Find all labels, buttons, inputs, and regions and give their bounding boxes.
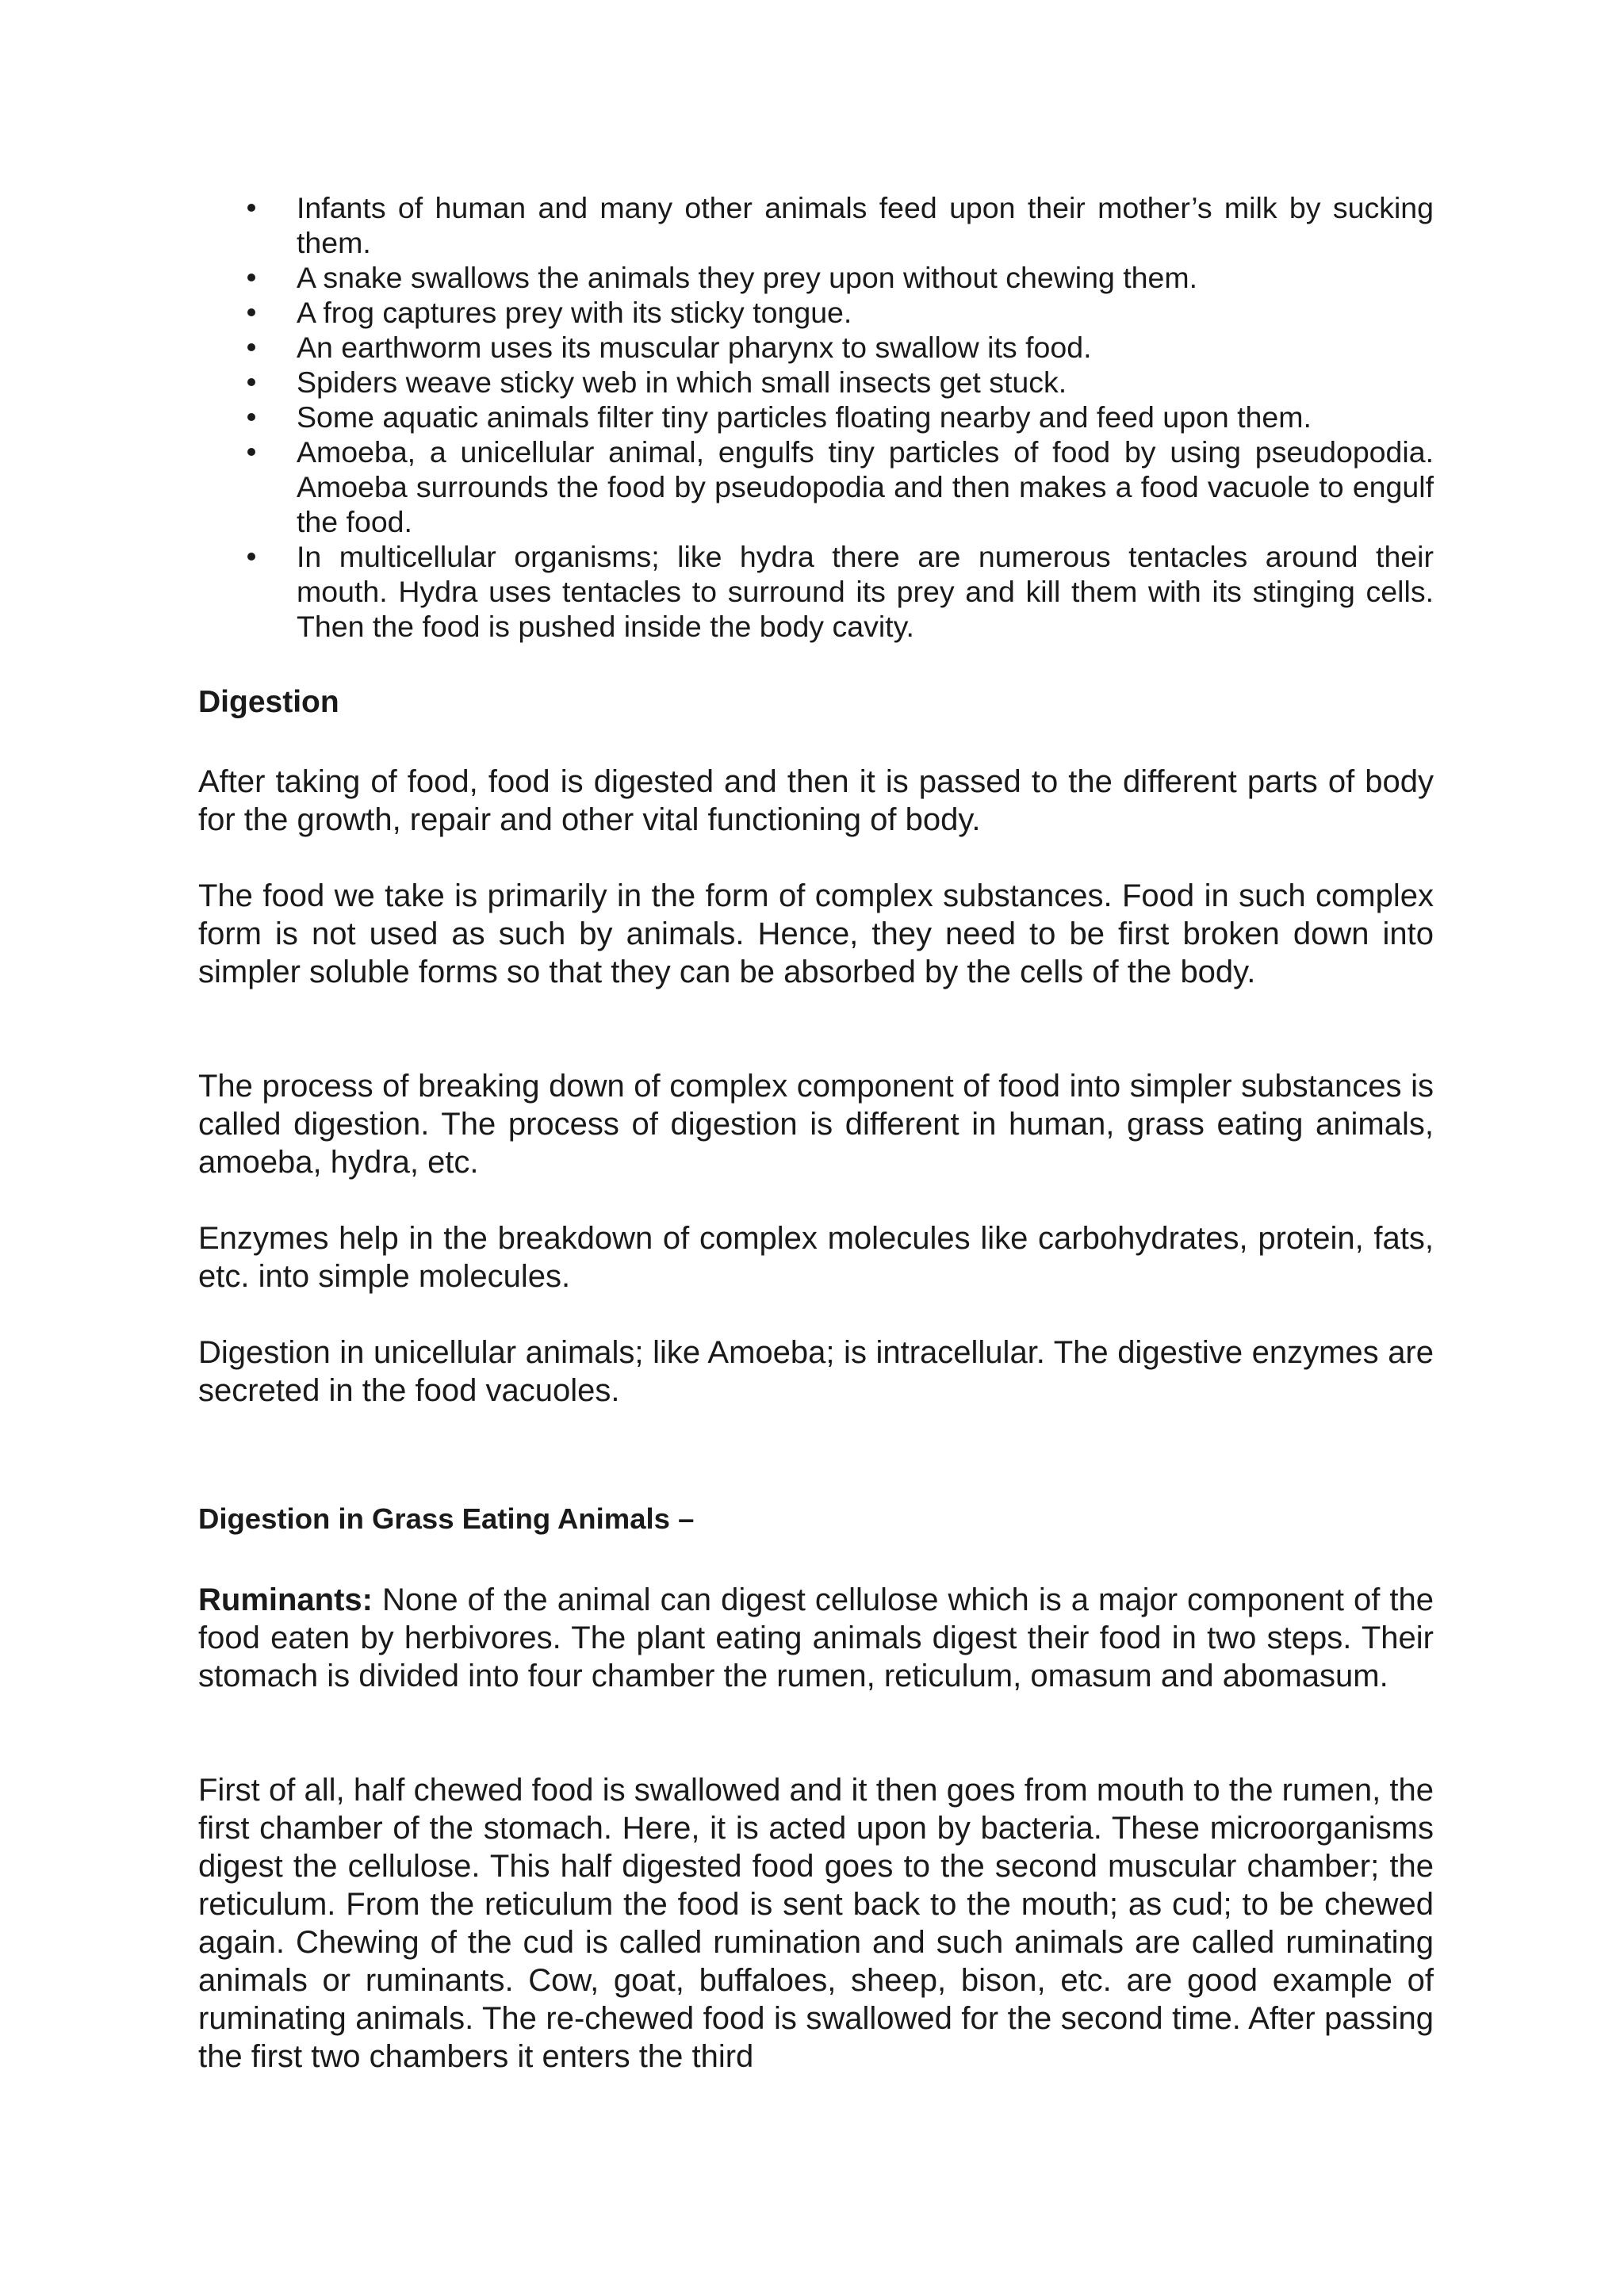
list-item bbox=[198, 400, 1434, 434]
bullet-icon bbox=[247, 553, 255, 561]
digestion-paragraph-1: After taking of food, food is digested and then it is passed to the different parts of body for the growth, repair and other vital functioning of body. bbox=[198, 764, 1434, 837]
list-item bbox=[198, 295, 1434, 330]
list-item-text: Some aquatic animals filter tiny particles floating nearby and feed upon them. bbox=[297, 400, 1312, 434]
bullet-icon bbox=[247, 274, 255, 281]
bullet-icon bbox=[247, 413, 255, 421]
digestion-heading: Digestion bbox=[198, 685, 339, 719]
feeding-bullet-list bbox=[198, 190, 1434, 644]
list-item bbox=[198, 539, 1434, 644]
ruminants-label: Ruminants: bbox=[198, 1582, 373, 1617]
list-item-text: A snake swallows the animals they prey upon without chewing them. bbox=[297, 261, 1198, 294]
bullet-icon bbox=[247, 448, 255, 456]
list-item-text: A frog captures prey with its sticky tongue. bbox=[297, 296, 852, 329]
bullet-icon bbox=[247, 343, 255, 351]
ruminants-text: None of the animal can digest cellulose which is a major component of the food eaten by herbivores. The plant eating animals digest their food in two steps. Their stomach is divided into four chamber the rumen, reticulum, omasum and abomasum. bbox=[198, 1582, 1434, 1693]
list-item bbox=[198, 260, 1434, 295]
list-item bbox=[198, 365, 1434, 400]
rumination-paragraph: First of all, half chewed food is swallowed and it then goes from mouth to the rumen, the first chamber of the stomach. Here, it is acted upon by bacteria. These microorganisms digest the cellulose. This half digested food goes to the second muscular chamber; the reticulum. From the reticulum the food is sent back to the mouth; as cud; to be chewed again. Chewing of the cud is called rumination and such animals are called ruminating animals or ruminants. Cow, goat, buffaloes, sheep, bison, etc. are good example of ruminating animals. The re-chewed food is swallowed for the second time. After passing the first two chambers it enters the third bbox=[198, 1773, 1434, 2074]
list-item-text: Infants of human and many other animals feed upon their mother’s milk by sucking them. bbox=[297, 191, 1434, 259]
list-item bbox=[198, 190, 1434, 260]
bullet-icon bbox=[247, 308, 255, 316]
list-item-text: Spiders weave sticky web in which small insects get stuck. bbox=[297, 365, 1067, 399]
document-page bbox=[198, 190, 1434, 2074]
digestion-paragraph-3: The process of breaking down of complex component of food into simpler substances is called digestion. The process of digestion is different in human, grass eating animals, amoeba, hydra, etc. bbox=[198, 1069, 1434, 1180]
digestion-paragraph-2: The food we take is primarily in the form of complex substances. Food in such complex form is not used as such by animals. Hence, they need to be first broken down into simpler soluble forms so that they can be absorbed by the cells of the body. bbox=[198, 878, 1434, 989]
list-item-text: Amoeba, a unicellular animal, engulfs tiny particles of food by using pseudopodia. Amoeba surrounds the food by pseudopodia and then makes a food vacuole to engulf the food. bbox=[297, 435, 1434, 538]
list-item bbox=[198, 434, 1434, 539]
grass-eating-heading: Digestion in Grass Eating Animals – bbox=[198, 1502, 695, 1535]
list-item-text: An earthworm uses its muscular pharynx to swallow its food. bbox=[297, 331, 1092, 364]
bullet-icon bbox=[247, 204, 255, 212]
bullet-icon bbox=[247, 378, 255, 386]
list-item-text: In multicellular organisms; like hydra there are numerous tentacles around their mouth. Hydra uses tentacles to surround its prey and kill them with its stinging cells. Then the food is pushed inside the body cavity. bbox=[297, 540, 1434, 643]
list-item bbox=[198, 330, 1434, 365]
digestion-paragraph-5: Digestion in unicellular animals; like Amoeba; is intracellular. The digestive enzymes are secreted in the food vacuoles. bbox=[198, 1335, 1434, 1408]
ruminants-paragraph bbox=[198, 1581, 1434, 1695]
digestion-paragraph-4: Enzymes help in the breakdown of complex molecules like carbohydrates, protein, fats, etc. into simple molecules. bbox=[198, 1221, 1434, 1294]
